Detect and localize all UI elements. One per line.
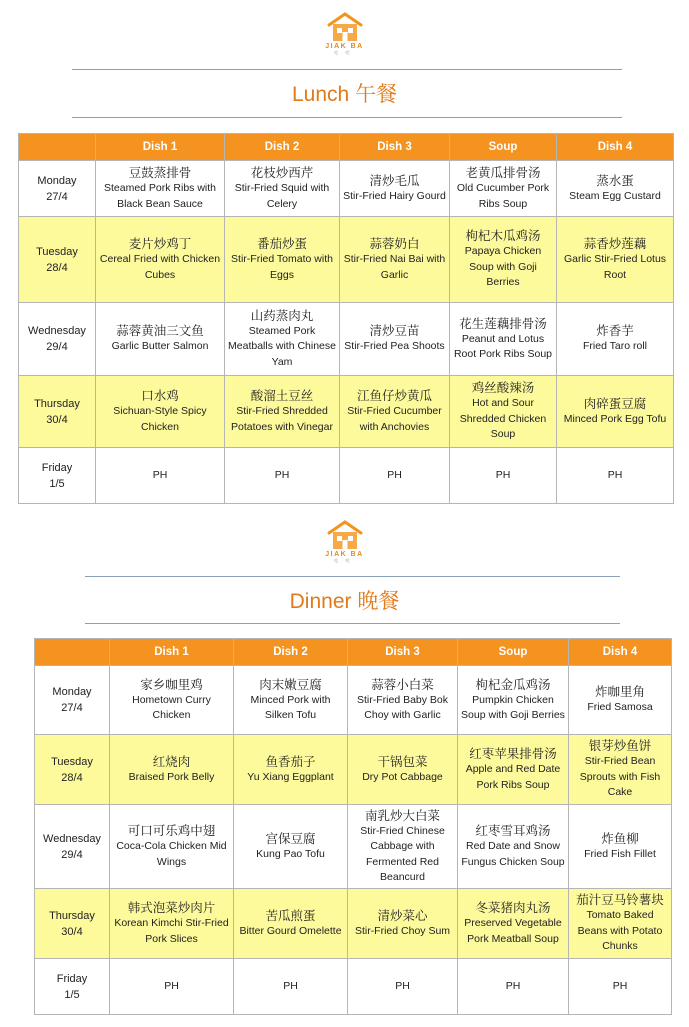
dish-name-chinese: 花枝炒西芹 [250, 166, 314, 180]
dinner-header-dish2: Dish 2 [234, 639, 348, 666]
dish-name-english: PH [612, 979, 628, 992]
dish-name-chinese: 酸溜土豆丝 [250, 389, 314, 403]
dish-name-english: Braised Pork Belly [128, 770, 215, 783]
dinner-header-dish1: Dish 1 [110, 639, 234, 666]
dish-name-english: Hometown Curry Chicken [132, 693, 211, 721]
dish-cell [234, 735, 348, 805]
dish-name-chinese: 银芽炒鱼饼 [588, 739, 652, 754]
day-date: 30/4 [46, 413, 68, 426]
lunch-header-soup: Soup [450, 134, 557, 161]
dish-name-english: Coca-Cola Chicken Mid Wings [116, 840, 227, 868]
dish-cell [225, 448, 340, 504]
day-cell [19, 217, 96, 303]
day-cell [19, 303, 96, 376]
dish-name-chinese: 江鱼仔炒黄瓜 [356, 389, 432, 403]
day-cell [35, 666, 110, 735]
dish-cell [110, 666, 234, 735]
dish-name-chinese: 炸鱼柳 [601, 831, 639, 846]
dish-cell [234, 805, 348, 889]
dinner-header-soup: Soup [458, 639, 569, 666]
day-name: Monday [37, 174, 77, 187]
lunch-header-dish4: Dish 4 [557, 134, 674, 161]
day-name: Tuesday [51, 755, 93, 768]
dish-name-chinese: 冬菜猪肉丸汤 [475, 901, 551, 915]
dish-name-chinese: 口水鸡 [141, 389, 179, 403]
dish-name-english: Korean Kimchi Stir-Fried Pork Slices [114, 917, 229, 945]
day-date: 1/5 [49, 477, 65, 490]
dish-name-chinese: 枸杞金瓜鸡汤 [475, 677, 551, 692]
dish-name-english: Stir-Fried Squid with Celery [234, 182, 330, 210]
dish-cell [110, 735, 234, 805]
dish-name-chinese: 苦瓜煎蛋 [265, 908, 316, 923]
day-name: Thursday [34, 397, 80, 410]
lunch-header-row [19, 134, 674, 161]
dish-name-chinese: 老黄瓜排骨汤 [465, 166, 541, 180]
day-name: Thursday [49, 909, 95, 922]
dish-name-chinese: 红枣雪耳鸡汤 [475, 824, 551, 838]
dish-cell [450, 161, 557, 217]
dish-cell [340, 448, 450, 504]
dish-name-chinese: 肉末嫩豆腐 [259, 677, 322, 692]
dish-name-english: Garlic Stir-Fried Lotus Root [563, 253, 667, 281]
dish-name-english: Steam Egg Custard [569, 189, 661, 202]
dish-cell [569, 735, 672, 805]
dish-cell [557, 217, 674, 303]
lunch-header-day [19, 134, 96, 161]
day-date: 27/4 [61, 702, 83, 714]
dish-cell [458, 666, 569, 735]
dish-name-english: Stir-Fried Cucumber with Anchovies [347, 405, 442, 433]
dish-name-chinese: 炸香芋 [596, 324, 634, 339]
dish-name-english: Kung Pao Tofu [256, 847, 325, 860]
dish-name-chinese: 蒜蓉黄油三文鱼 [116, 324, 204, 339]
lunch-title: Lunch 午餐 [291, 83, 398, 106]
dish-name-english: Sichuan-Style Spicy Chicken [113, 405, 207, 433]
dish-cell [348, 735, 458, 805]
table-row [35, 735, 672, 805]
dish-name-english: Papaya Chicken Soup with Goji Berries [464, 245, 542, 289]
dish-cell [569, 805, 672, 889]
dish-name-english: PH [274, 468, 290, 481]
divider-dinner-top [85, 576, 620, 577]
dish-name-english: Stir-Fried Baby Bok Choy with Garlic [356, 693, 449, 721]
dish-name-english: Stir-Fried Pea Shoots [344, 340, 445, 353]
dish-name-chinese: 鱼香茄子 [265, 754, 316, 769]
dish-name-chinese: 蒸水蛋 [596, 173, 634, 188]
dish-cell [450, 448, 557, 504]
day-date: 30/4 [61, 925, 83, 938]
table-row [19, 376, 674, 448]
day-date: 27/4 [46, 190, 68, 203]
dish-name-english: Pumpkin Chicken Soup with Goji Berries [461, 693, 565, 721]
dinner-menu-table [34, 638, 672, 1015]
dish-name-english: PH [395, 979, 410, 992]
dish-name-english: PH [152, 468, 168, 481]
dish-name-chinese: 红烧肉 [152, 754, 191, 769]
dish-name-english: PH [495, 468, 511, 481]
dish-cell [557, 448, 674, 504]
dish-name-english: Stir-Fried Choy Sum [354, 924, 451, 937]
dish-cell [450, 376, 557, 448]
table-row [35, 666, 672, 735]
dish-name-english: Stir-Fried Chinese Cabbage with Fermented Red Beancurd [360, 824, 445, 883]
dish-cell [348, 805, 458, 889]
divider-lunch-bottom [72, 117, 622, 118]
dish-cell [340, 376, 450, 448]
house-logo-icon [325, 520, 365, 550]
dish-cell [557, 161, 674, 217]
day-date: 29/4 [46, 341, 68, 353]
dish-name-english: PH [164, 979, 179, 992]
dish-cell [110, 959, 234, 1015]
dish-name-english: Dry Pot Cabbage [362, 770, 443, 783]
dish-cell [340, 217, 450, 303]
divider-dinner-bottom [85, 623, 620, 624]
dish-name-chinese: 红枣苹果排骨汤 [469, 747, 557, 761]
dish-name-english: Fried Fish Fillet [584, 847, 656, 860]
day-cell [35, 805, 110, 889]
table-row [35, 805, 672, 889]
brand-name: JIAK BA [325, 551, 364, 558]
dish-name-english: Stir-Fried Tomato with Eggs [231, 253, 333, 281]
lunch-header-dish1: Dish 1 [96, 134, 225, 161]
table-row [35, 889, 672, 959]
dish-name-english: Stir-Fried Hairy Gourd [343, 189, 446, 202]
brand-logo-bottom [315, 520, 375, 564]
dish-name-english: Bitter Gourd Omelette [239, 924, 342, 937]
day-name: Tuesday [36, 245, 78, 258]
dish-name-english: Steamed Pork Ribs with Black Bean Sauce [103, 182, 217, 210]
day-cell [35, 735, 110, 805]
day-cell [19, 161, 96, 217]
dinner-header-day [35, 639, 110, 666]
dish-name-chinese: 山药蒸肉丸 [250, 308, 314, 323]
dish-name-chinese: 韩式泡菜炒肉片 [127, 901, 216, 915]
dish-cell [450, 217, 557, 303]
dish-cell [96, 161, 225, 217]
brand-tagline: 吃 . 吧 . [334, 50, 355, 55]
dish-name-chinese: 可口可乐鸡中翅 [127, 824, 216, 838]
lunch-header-dish2: Dish 2 [225, 134, 340, 161]
dish-name-english: Cereal Fried with Chicken Cubes [99, 253, 221, 281]
dish-name-chinese: 家乡咖里鸡 [140, 677, 203, 692]
dish-name-chinese: 番茄炒蛋 [256, 237, 307, 251]
dish-name-english: Fried Taro roll [583, 340, 647, 353]
brand-logo-top [315, 12, 375, 56]
dish-cell [348, 959, 458, 1015]
dish-cell [458, 805, 569, 889]
day-date: 28/4 [46, 261, 68, 274]
dish-name-english: Stir-Fried Bean Sprouts with Fish Cake [579, 755, 661, 799]
day-date: 29/4 [61, 848, 83, 861]
dish-name-chinese: 蒜蓉小白菜 [371, 677, 434, 692]
dish-cell [225, 217, 340, 303]
day-date: 28/4 [61, 771, 83, 784]
lunch-menu-table [18, 133, 674, 504]
dish-cell [348, 889, 458, 959]
dish-cell [96, 217, 225, 303]
dish-cell [557, 376, 674, 448]
dish-cell [96, 303, 225, 376]
dish-name-chinese: 鸡丝酸辣汤 [471, 381, 535, 396]
table-row [19, 303, 674, 376]
dish-cell [569, 666, 672, 735]
dish-cell [234, 666, 348, 735]
day-cell [35, 959, 110, 1015]
dish-name-english: Stir-Fried Shredded Potatoes with Vinegar [231, 405, 333, 433]
dish-cell [458, 735, 569, 805]
dish-cell [340, 303, 450, 376]
dish-name-english: Yu Xiang Eggplant [247, 770, 334, 783]
table-row [19, 448, 674, 504]
dish-name-english: Old Cucumber Pork Ribs Soup [456, 182, 550, 210]
day-cell [19, 448, 96, 504]
dish-name-english: PH [283, 979, 298, 992]
dish-name-english: Steamed Pork Meatballs with Chinese Yam [228, 324, 336, 368]
dish-cell [225, 161, 340, 217]
dish-cell [569, 889, 672, 959]
dish-name-chinese: 炸咖里角 [594, 685, 645, 700]
dish-cell [110, 805, 234, 889]
dish-name-chinese: 清炒菜心 [377, 908, 428, 923]
dish-name-chinese: 蒜香炒莲藕 [583, 237, 647, 251]
dish-name-english: Tomato Baked Beans with Potato Chunks [577, 909, 663, 953]
day-name: Monday [52, 686, 92, 698]
house-logo-icon [325, 12, 365, 42]
day-cell [19, 376, 96, 448]
dish-name-chinese: 枸杞木瓜鸡汤 [465, 229, 541, 244]
dish-name-chinese: 蒜蓉奶白 [369, 237, 420, 251]
dish-cell [110, 889, 234, 959]
day-name: Wednesday [28, 325, 86, 337]
dish-name-english: Fried Samosa [587, 701, 653, 714]
dish-name-chinese: 豆鼓蒸排骨 [128, 166, 192, 180]
dish-name-english: Stir-Fried Nai Bai with Garlic [343, 253, 446, 281]
table-row [19, 217, 674, 303]
dish-cell [234, 959, 348, 1015]
dish-name-english: Red Date and Snow Fungus Chicken Soup [461, 840, 565, 868]
dish-cell [557, 303, 674, 376]
dish-cell [569, 959, 672, 1015]
day-cell [35, 889, 110, 959]
dish-cell [96, 376, 225, 448]
dish-name-english: Minced Pork Egg Tofu [563, 412, 667, 425]
dish-name-english: Minced Pork with Silken Tofu [250, 693, 331, 721]
divider-lunch-top [72, 69, 622, 70]
dish-cell [458, 889, 569, 959]
dish-cell [348, 666, 458, 735]
dish-name-chinese: 清炒豆苗 [369, 324, 420, 339]
dish-name-chinese: 宫保豆腐 [265, 831, 316, 846]
dish-cell [458, 959, 569, 1015]
table-row [19, 161, 674, 217]
dinner-header-dish4: Dish 4 [569, 639, 672, 666]
dish-name-english: Apple and Red Date Pork Ribs Soup [465, 763, 561, 791]
dish-name-english: PH [607, 468, 623, 481]
brand-name: JIAK BA [325, 43, 364, 50]
dish-cell [234, 889, 348, 959]
day-name: Friday [56, 972, 88, 985]
day-name: Wednesday [43, 832, 101, 845]
dish-name-english: Preserved Vegetable Pork Meatball Soup [464, 917, 562, 945]
dish-name-english: PH [387, 468, 402, 481]
dish-name-chinese: 花生莲藕排骨汤 [459, 316, 547, 331]
dinner-title: Dinner 晚餐 [289, 590, 400, 613]
dish-name-english: PH [505, 979, 521, 992]
dish-name-chinese: 茄汁豆马铃薯块 [576, 893, 664, 908]
dish-cell [340, 161, 450, 217]
brand-tagline: 吃 . 吧 . [334, 558, 355, 563]
day-name: Friday [41, 461, 73, 474]
lunch-header-dish3: Dish 3 [340, 134, 450, 161]
day-date: 1/5 [64, 988, 80, 1001]
dish-cell [450, 303, 557, 376]
dinner-header-row [35, 639, 672, 666]
dish-cell [96, 448, 225, 504]
dish-name-english: Peanut and Lotus Root Pork Ribs Soup [453, 332, 553, 360]
dish-name-chinese: 干锅包菜 [377, 754, 428, 769]
table-row [35, 959, 672, 1015]
dinner-header-dish3: Dish 3 [348, 639, 458, 666]
dish-name-chinese: 肉碎蛋豆腐 [583, 396, 647, 411]
dish-name-english: Garlic Butter Salmon [111, 340, 209, 353]
dish-name-chinese: 清炒毛瓜 [369, 173, 420, 188]
dish-cell [225, 376, 340, 448]
dish-name-english: Hot and Sour Shredded Chicken Soup [459, 397, 547, 441]
dish-name-chinese: 麦片炒鸡丁 [128, 237, 192, 251]
dish-cell [225, 303, 340, 376]
dish-name-chinese: 南乳炒大白菜 [364, 808, 440, 823]
